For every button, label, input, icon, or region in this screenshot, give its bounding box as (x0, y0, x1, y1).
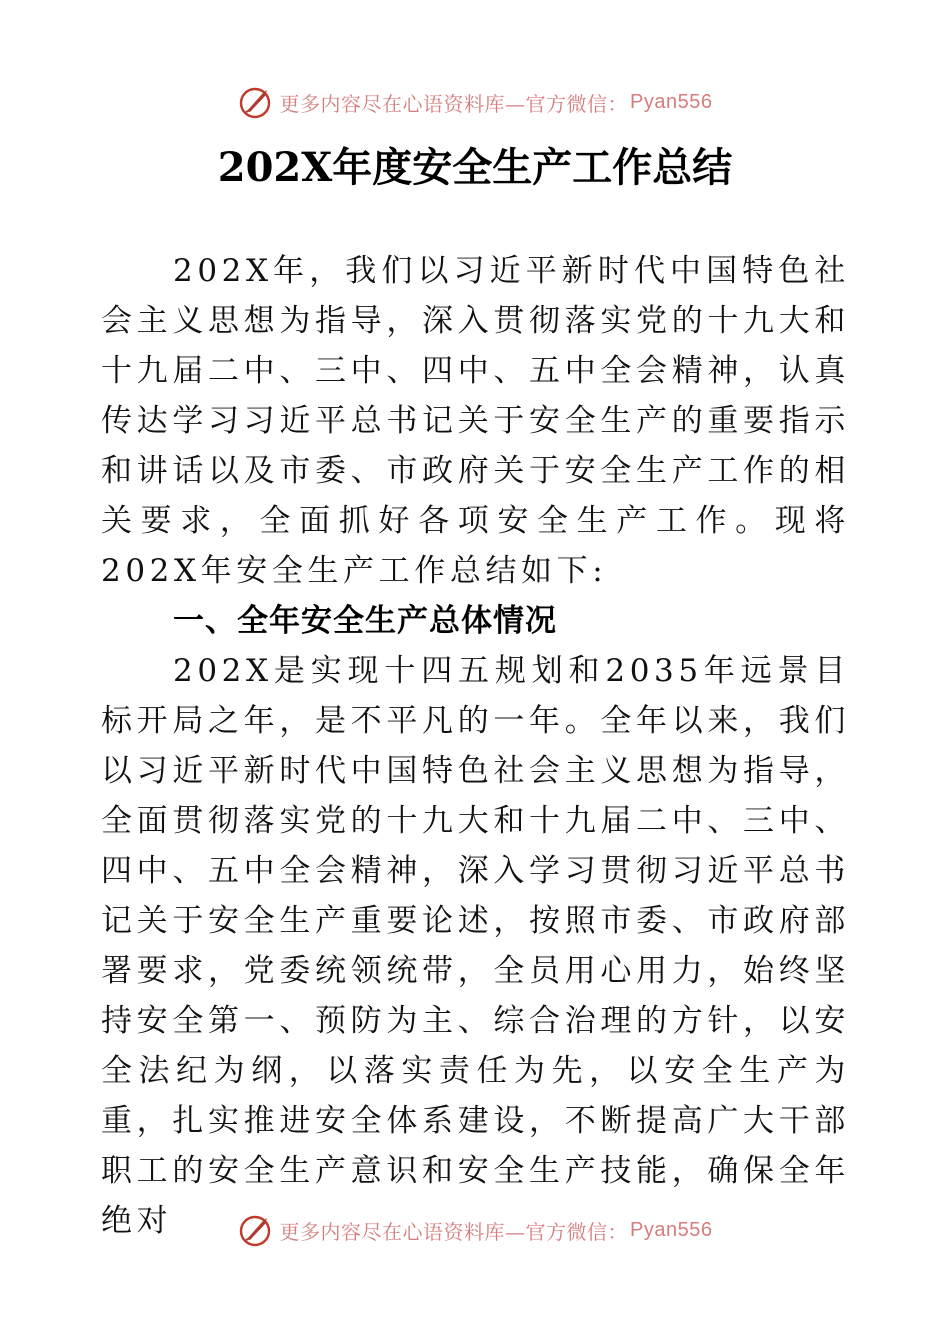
watermark-text: 更多内容尽在心语资料库—官方微信： (279, 91, 629, 116)
watermark-footer (0, 1210, 950, 1250)
watermark-wechat-id: Pyan556 (630, 1218, 713, 1241)
watermark-wechat-id: Pyan556 (630, 90, 713, 113)
quill-logo-icon (238, 84, 274, 120)
section-paragraph: 202X是实现十四五规划和2035年远景目标开局之年，是不平凡的一年。全年以来，我们以习近平新时代中国特色社会主义思想为指导，全面贯彻落实党的十九大和十九届二中、三中、四中、五中全会精神，深入学习贯彻习近平总书记关于安全生产重要论述，按照市委、市政府部署要求，党委统领统带，全员用心用力，始终坚持安全第一、预防为主、综合治理的方针，以安全法纪为纲，以落实责任为先，以安全生产为重，扎实推进安全体系建设，不断提高广大干部职工的安全生产意识和安全生产技能，确保全年绝对 (101, 653, 850, 1239)
document-body (101, 246, 850, 1246)
intro-paragraph: 202X年，我们以习近平新时代中国特色社会主义思想为指导，深入贯彻落实党的十九大和十九届二中、三中、四中、五中全会精神，认真传达学习习近平总书记关于安全生产的重要指示和讲话以及市委、市政府关于安全生产工作的相关要求，全面抓好各项安全生产工作。现将202X年安全生产工作总结如下: (101, 253, 850, 589)
watermark-text: 更多内容尽在心语资料库—官方微信： (279, 1219, 629, 1244)
watermark-header (0, 82, 950, 122)
quill-logo-icon (238, 1212, 274, 1248)
document-title: 202X年度安全生产工作总结 (217, 144, 733, 191)
section-heading: 一、全年安全生产总体情况 (173, 603, 557, 639)
